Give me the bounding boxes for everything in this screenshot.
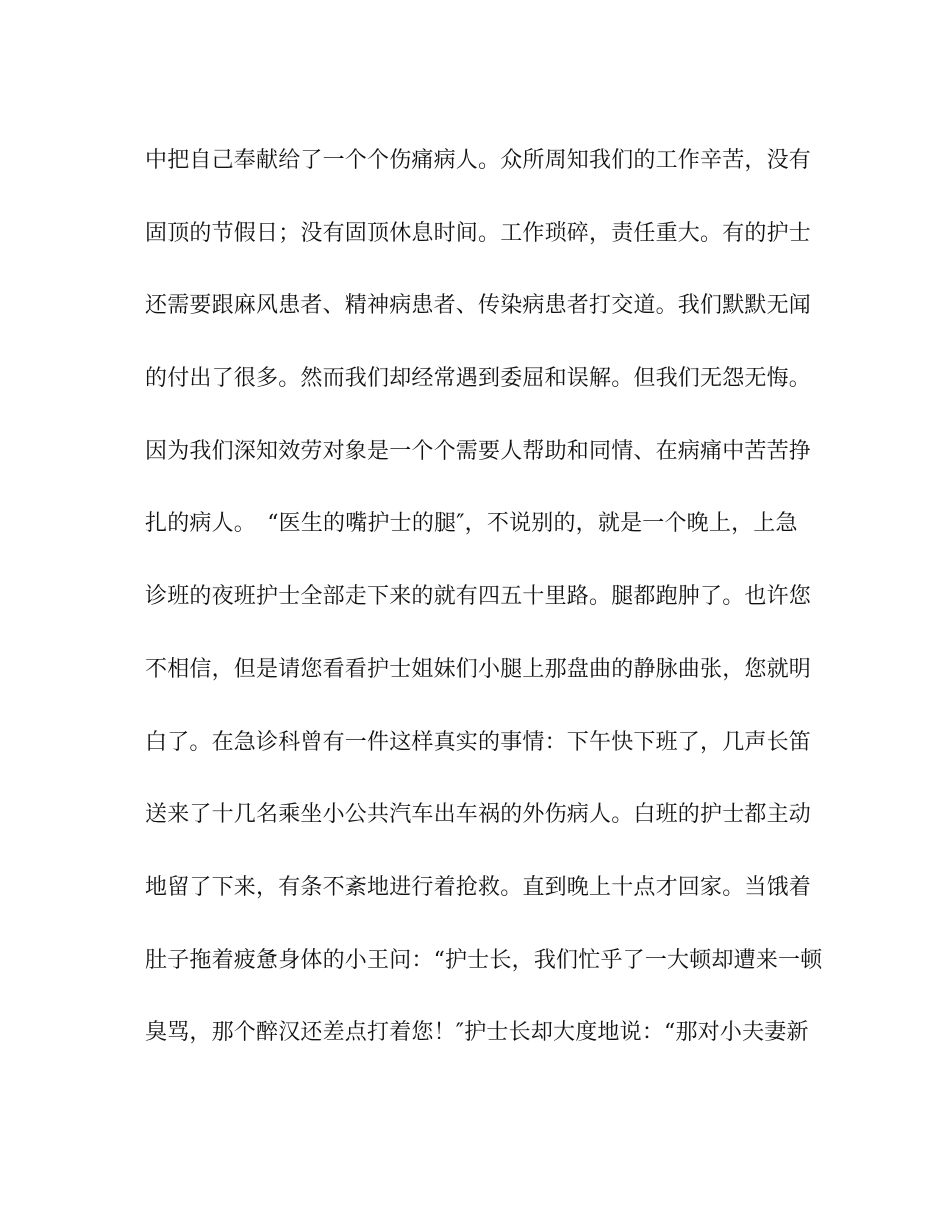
text-line-12: 肚子拖着疲惫身体的小王问：“护士长，我们忙乎了一大顿却遭来一顿 (145, 947, 823, 973)
text-line-5: 因为我们深知效劳对象是一个个需要人帮助和同情、在病痛中苦苦挣 (145, 438, 812, 464)
text-line-2: 固顶的节假日；没有固顶休息时间。工作琐碎，责任重大。有的护士 (145, 220, 812, 246)
text-line-9: 白了。在急诊科曾有一件这样真实的事情：下午快下班了，几声长笛 (145, 729, 812, 755)
text-line-1: 中把自己奉献给了一个个伤痛病人。众所周知我们的工作辛苦，没有 (145, 148, 812, 173)
body-text (145, 141, 823, 1086)
text-line-4: 的付出了很多。然而我们却经常遇到委屈和误解。但我们无怨无悔。 (145, 366, 812, 392)
text-line-8: 不相信，但是请您看看护士姐妹们小腿上那盘曲的静脉曲张，您就明 (145, 656, 812, 682)
text-line-6: 扎的病人。 “医生的嘴护士的腿″，不说别的，就是一个晚上，上急 (145, 511, 798, 537)
text-line-3: 还需要跟麻风患者、精神病患者、传染病患者打交道。我们默默无闻 (145, 293, 812, 319)
text-line-13: 臭骂，那个醉汉还差点打着您！″护士长却大度地说：“那对小夫妻新 (145, 1020, 809, 1046)
text-line-7: 诊班的夜班护士全部走下来的就有四五十里路。腿都跑肿了。也许您 (145, 584, 812, 610)
text-line-11: 地留了下来，有条不紊地进行着抢救。直到晚上十点才回家。当饿着 (145, 874, 812, 900)
text-line-10: 送来了十几名乘坐小公共汽车出车祸的外伤病人。白班的护士都主动 (145, 802, 812, 828)
